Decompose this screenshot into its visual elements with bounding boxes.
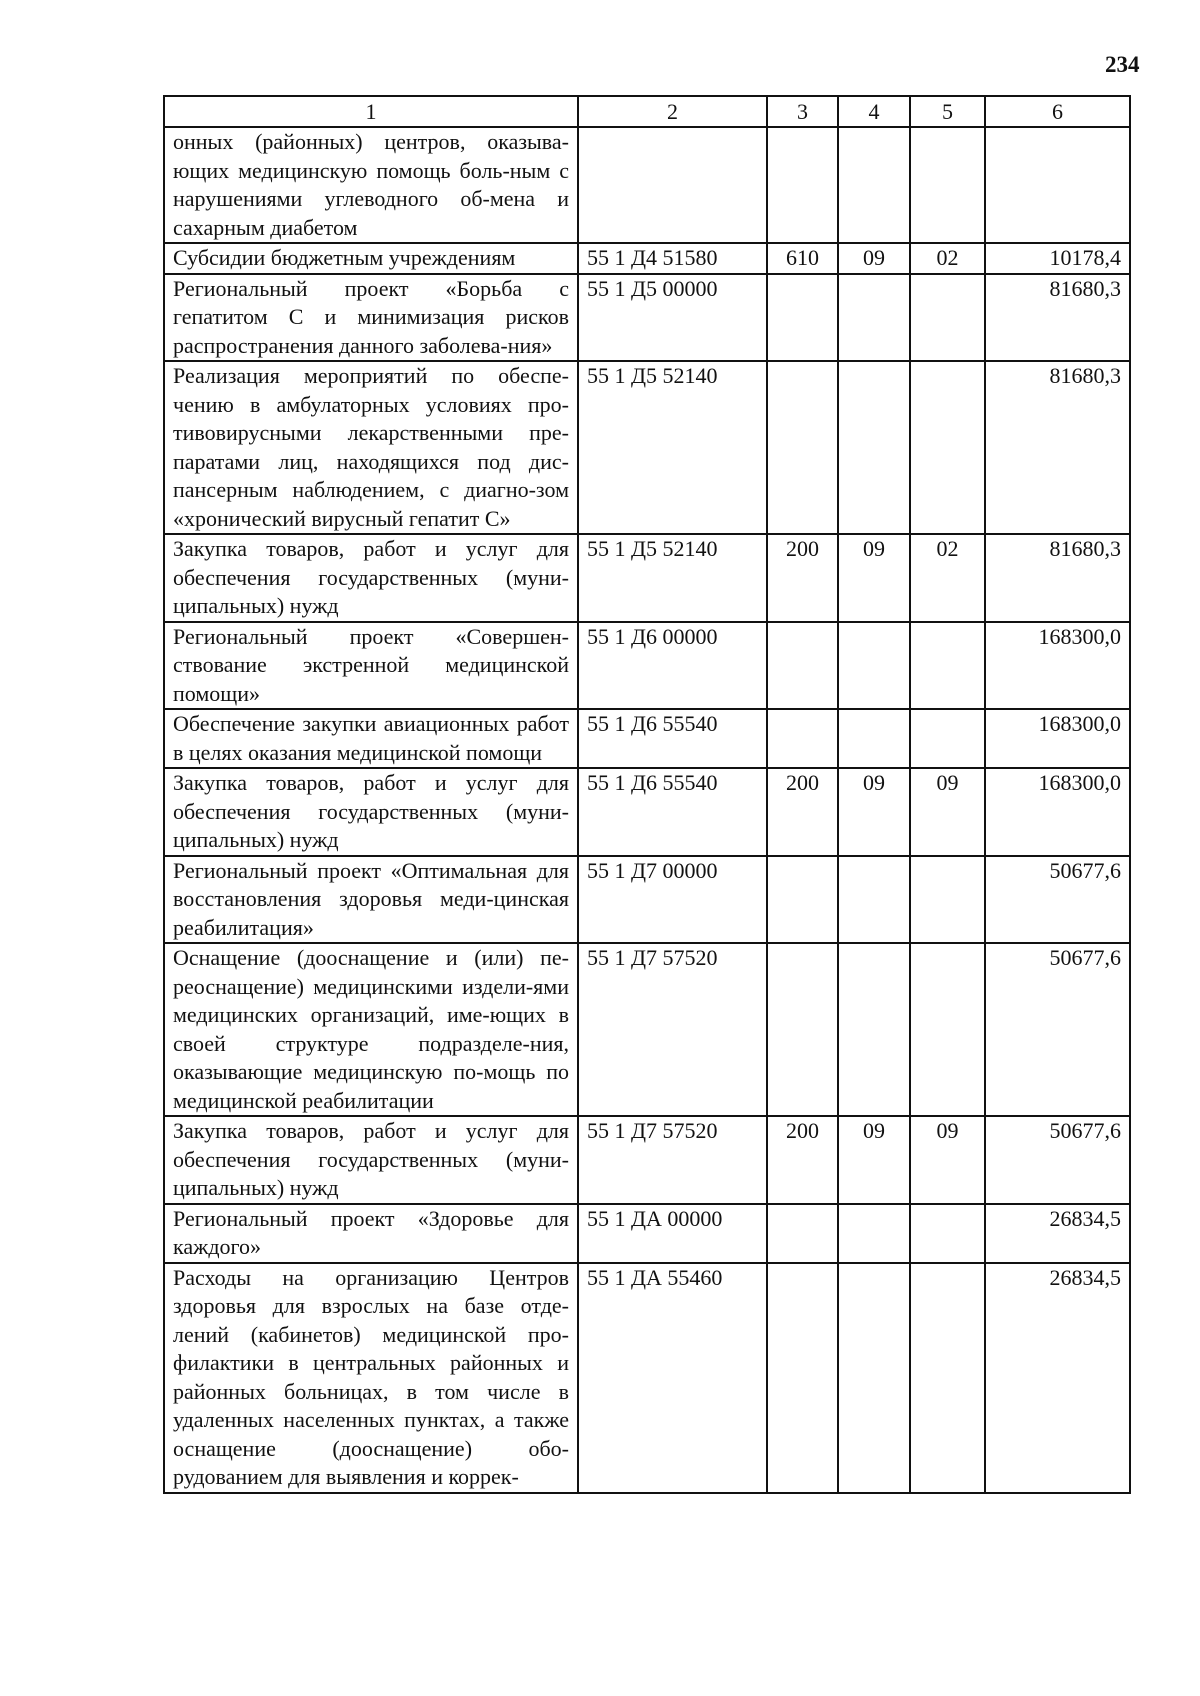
expense-type-cell xyxy=(767,856,838,944)
code-cell xyxy=(578,127,767,243)
expense-type-cell xyxy=(767,943,838,1116)
description-cell: Региональный проект «Борьба с гепатитом С и минимизация рисков распространения данного заболева-ния» xyxy=(164,274,578,362)
table-row xyxy=(164,943,1130,1116)
code-cell: 55 1 ДА 55460 xyxy=(578,1263,767,1493)
section-cell: 09 xyxy=(838,768,910,856)
expense-type-cell xyxy=(767,127,838,243)
table-row xyxy=(164,1263,1130,1493)
subsection-cell xyxy=(910,361,985,534)
column-header-1: 1 xyxy=(164,96,578,127)
table-row xyxy=(164,622,1130,710)
subsection-cell xyxy=(910,1204,985,1263)
section-cell xyxy=(838,709,910,768)
amount-cell: 168300,0 xyxy=(985,709,1130,768)
amount-cell: 50677,6 xyxy=(985,1116,1130,1204)
code-cell: 55 1 Д6 55540 xyxy=(578,709,767,768)
table-row xyxy=(164,127,1130,243)
expense-type-cell xyxy=(767,709,838,768)
subsection-cell xyxy=(910,709,985,768)
code-cell: 55 1 Д7 00000 xyxy=(578,856,767,944)
section-cell xyxy=(838,361,910,534)
budget-table xyxy=(163,95,1131,1494)
description-cell: Региональный проект «Совершен-ствование экстренной медицинской помощи» xyxy=(164,622,578,710)
expense-type-cell: 200 xyxy=(767,1116,838,1204)
table-row xyxy=(164,274,1130,362)
column-header-6: 6 xyxy=(985,96,1130,127)
amount-cell: 168300,0 xyxy=(985,768,1130,856)
subsection-cell: 02 xyxy=(910,534,985,622)
code-cell: 55 1 Д5 52140 xyxy=(578,361,767,534)
section-cell xyxy=(838,1204,910,1263)
description-cell: Реализация мероприятий по обеспе-чению в амбулаторных условиях про-тивовирусными лекарственными пре-паратами лиц, находящихся под дис-пансерным наблюдением, с диагно-зом «хронический вирусный гепатит С» xyxy=(164,361,578,534)
description-cell: Субсидии бюджетным учреждениям xyxy=(164,243,578,274)
table-row xyxy=(164,709,1130,768)
amount-cell: 10178,4 xyxy=(985,243,1130,274)
amount-cell: 81680,3 xyxy=(985,534,1130,622)
subsection-cell xyxy=(910,127,985,243)
subsection-cell xyxy=(910,274,985,362)
code-cell: 55 1 Д7 57520 xyxy=(578,1116,767,1204)
description-cell: Региональный проект «Здоровье для каждого» xyxy=(164,1204,578,1263)
table-row xyxy=(164,534,1130,622)
description-cell: Обеспечение закупки авиационных работ в целях оказания медицинской помощи xyxy=(164,709,578,768)
table-body xyxy=(164,127,1130,1493)
section-cell xyxy=(838,127,910,243)
code-cell: 55 1 Д6 55540 xyxy=(578,768,767,856)
section-cell xyxy=(838,943,910,1116)
description-cell: онных (районных) центров, оказыва-ющих медицинскую помощь боль-ным с нарушениями углеводного об-мена и сахарным диабетом xyxy=(164,127,578,243)
expense-type-cell: 610 xyxy=(767,243,838,274)
section-cell: 09 xyxy=(838,1116,910,1204)
expense-type-cell: 200 xyxy=(767,768,838,856)
amount-cell: 168300,0 xyxy=(985,622,1130,710)
expense-type-cell: 200 xyxy=(767,534,838,622)
table-header-row xyxy=(164,96,1130,127)
expense-type-cell xyxy=(767,1263,838,1493)
subsection-cell xyxy=(910,856,985,944)
description-cell: Закупка товаров, работ и услуг для обеспечения государственных (муни-ципальных) нужд xyxy=(164,768,578,856)
description-cell: Закупка товаров, работ и услуг для обеспечения государственных (муни-ципальных) нужд xyxy=(164,534,578,622)
amount-cell: 50677,6 xyxy=(985,856,1130,944)
section-cell: 09 xyxy=(838,534,910,622)
section-cell xyxy=(838,622,910,710)
amount-cell: 81680,3 xyxy=(985,361,1130,534)
description-cell: Расходы на организацию Центров здоровья для взрослых на базе отде-лений (кабинетов) медицинской про-филактики в центральных районных и районных больницах, в том числе в удаленных населенных пунктах, а также оснащение (дооснащение) обо-рудованием для выявления и коррек- xyxy=(164,1263,578,1493)
code-cell: 55 1 ДА 00000 xyxy=(578,1204,767,1263)
section-cell xyxy=(838,274,910,362)
column-header-5: 5 xyxy=(910,96,985,127)
expense-type-cell xyxy=(767,361,838,534)
code-cell: 55 1 Д5 52140 xyxy=(578,534,767,622)
page-number: 234 xyxy=(1105,52,1140,77)
table-row xyxy=(164,1116,1130,1204)
description-cell: Закупка товаров, работ и услуг для обеспечения государственных (муни-ципальных) нужд xyxy=(164,1116,578,1204)
description-cell: Оснащение (дооснащение и (или) пе-реоснащение) медицинскими издели-ями медицинских организаций, име-ющих в своей структуре подразделе-ния, оказывающие медицинскую по-мощь по медицинской реабилитации xyxy=(164,943,578,1116)
subsection-cell xyxy=(910,1263,985,1493)
amount-cell xyxy=(985,127,1130,243)
column-header-2: 2 xyxy=(578,96,767,127)
code-cell: 55 1 Д7 57520 xyxy=(578,943,767,1116)
table-row xyxy=(164,768,1130,856)
code-cell: 55 1 Д5 00000 xyxy=(578,274,767,362)
section-cell xyxy=(838,1263,910,1493)
expense-type-cell xyxy=(767,622,838,710)
subsection-cell xyxy=(910,943,985,1116)
column-header-4: 4 xyxy=(838,96,910,127)
subsection-cell xyxy=(910,622,985,710)
code-cell: 55 1 Д4 51580 xyxy=(578,243,767,274)
section-cell: 09 xyxy=(838,243,910,274)
code-cell: 55 1 Д6 00000 xyxy=(578,622,767,710)
description-cell: Региональный проект «Оптимальная для восстановления здоровья меди-цинская реабилитация» xyxy=(164,856,578,944)
subsection-cell: 09 xyxy=(910,768,985,856)
amount-cell: 81680,3 xyxy=(985,274,1130,362)
amount-cell: 26834,5 xyxy=(985,1204,1130,1263)
table-row xyxy=(164,1204,1130,1263)
section-cell xyxy=(838,856,910,944)
subsection-cell: 09 xyxy=(910,1116,985,1204)
expense-type-cell xyxy=(767,1204,838,1263)
subsection-cell: 02 xyxy=(910,243,985,274)
expense-type-cell xyxy=(767,274,838,362)
amount-cell: 50677,6 xyxy=(985,943,1130,1116)
table-row xyxy=(164,361,1130,534)
column-header-3: 3 xyxy=(767,96,838,127)
table-row xyxy=(164,856,1130,944)
table-row xyxy=(164,243,1130,274)
amount-cell: 26834,5 xyxy=(985,1263,1130,1493)
